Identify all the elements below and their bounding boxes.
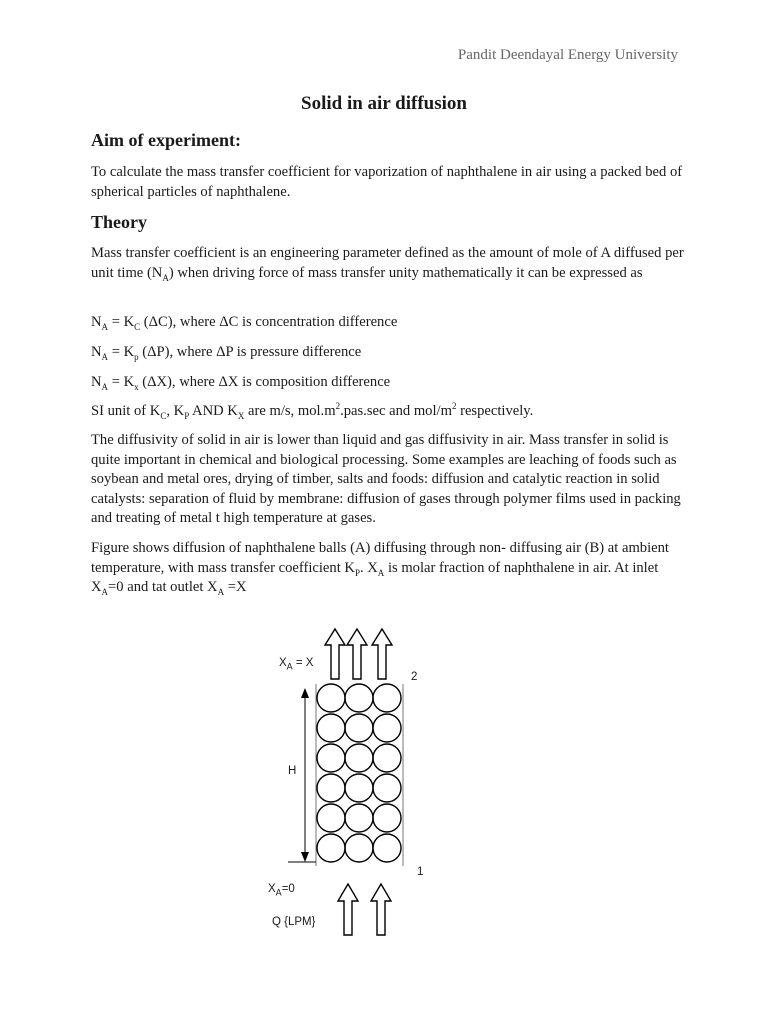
naphthalene-sphere — [373, 804, 401, 832]
height-arrow-bottom — [301, 852, 309, 862]
naphthalene-sphere — [317, 834, 345, 862]
height-label: H — [288, 765, 297, 777]
equation-concentration: $N_A = K_C$ (ΔC), where ΔC is concentration difference — [91, 314, 398, 332]
diffusivity-paragraph: The diffusivity of solid in air is lower than liquid and gas diffusivity in air. Mass transfer in solid is quite important in chemical and biological processing. Some examples are leaching of foods such as soybean and metal ores, drying of timber, salts and foods: diffusion and catalytic reaction in solid catalysts: separation of fluid by membrane: diffusion of gases through polymer films used in packing and treating of metal t high temperature at gases. — [91, 432, 681, 527]
outlet-arrow-left — [325, 629, 345, 679]
outlet-arrow-middle — [347, 629, 367, 679]
flow-rate-label: Q {LPM} — [272, 916, 316, 928]
naphthalene-sphere — [345, 774, 373, 802]
si-units-text: SI unit of $K_C$, $K_P$ AND $K_X$ are m/s, $mol.m^2.pas.\sec$ and mol/$m^2$ respectively. — [91, 401, 534, 421]
naphthalene-sphere — [345, 744, 373, 772]
aim-text: To calculate the mass transfer coefficient for vaporization of naphthalene in air using a packed bed of spherical particles of naphthalene. — [91, 164, 683, 200]
theory-heading: Theory — [91, 212, 147, 232]
inlet-arrow-right — [371, 884, 391, 935]
height-arrow-top — [301, 688, 309, 698]
point-1-label: 1 — [417, 866, 424, 878]
figure-description: Figure shows diffusion of naphthalene balls (A) diffusing through non- diffusing air (B) at ambient temperature, with mass transfer coefficient $K_P$. $X_A$ is molar fraction of naphthalene in air. At inlet $X_A=0$ and tat outlet $X_A =X$ — [91, 540, 669, 598]
equation-composition: $N_A = K_x$ (ΔX), where ΔX is composition difference — [91, 374, 391, 392]
theory-intro: Mass transfer coefficient is an engineering parameter defined as the amount of mole of A diffused per unit time $(N_A)$ when driving force of mass transfer unity mathematically it can be expressed as — [91, 245, 684, 283]
page-title: Solid in air diffusion — [301, 93, 467, 114]
naphthalene-sphere — [317, 714, 345, 742]
naphthalene-sphere — [317, 744, 345, 772]
inlet-arrow-left — [338, 884, 358, 935]
equation-pressure: $N_A = K_p$ (ΔP), where ΔP is pressure difference — [91, 344, 362, 362]
naphthalene-sphere — [345, 714, 373, 742]
naphthalene-sphere — [373, 684, 401, 712]
university-header: Pandit Deendayal Energy University — [457, 47, 678, 63]
point-2-label: 2 — [411, 671, 418, 683]
naphthalene-sphere — [373, 774, 401, 802]
naphthalene-sphere — [373, 714, 401, 742]
naphthalene-sphere — [345, 684, 373, 712]
naphthalene-sphere — [317, 804, 345, 832]
outlet-composition-label: $X_A = X$ — [279, 657, 314, 672]
naphthalene-sphere — [373, 834, 401, 862]
naphthalene-sphere — [317, 774, 345, 802]
naphthalene-spheres — [317, 684, 401, 862]
inlet-composition-label: $X_A=0$ — [268, 883, 295, 898]
outlet-arrow-right — [372, 629, 392, 679]
naphthalene-sphere — [373, 744, 401, 772]
aim-heading: Aim of experiment: — [91, 130, 241, 150]
naphthalene-sphere — [345, 834, 373, 862]
naphthalene-sphere — [345, 804, 373, 832]
naphthalene-sphere — [317, 684, 345, 712]
